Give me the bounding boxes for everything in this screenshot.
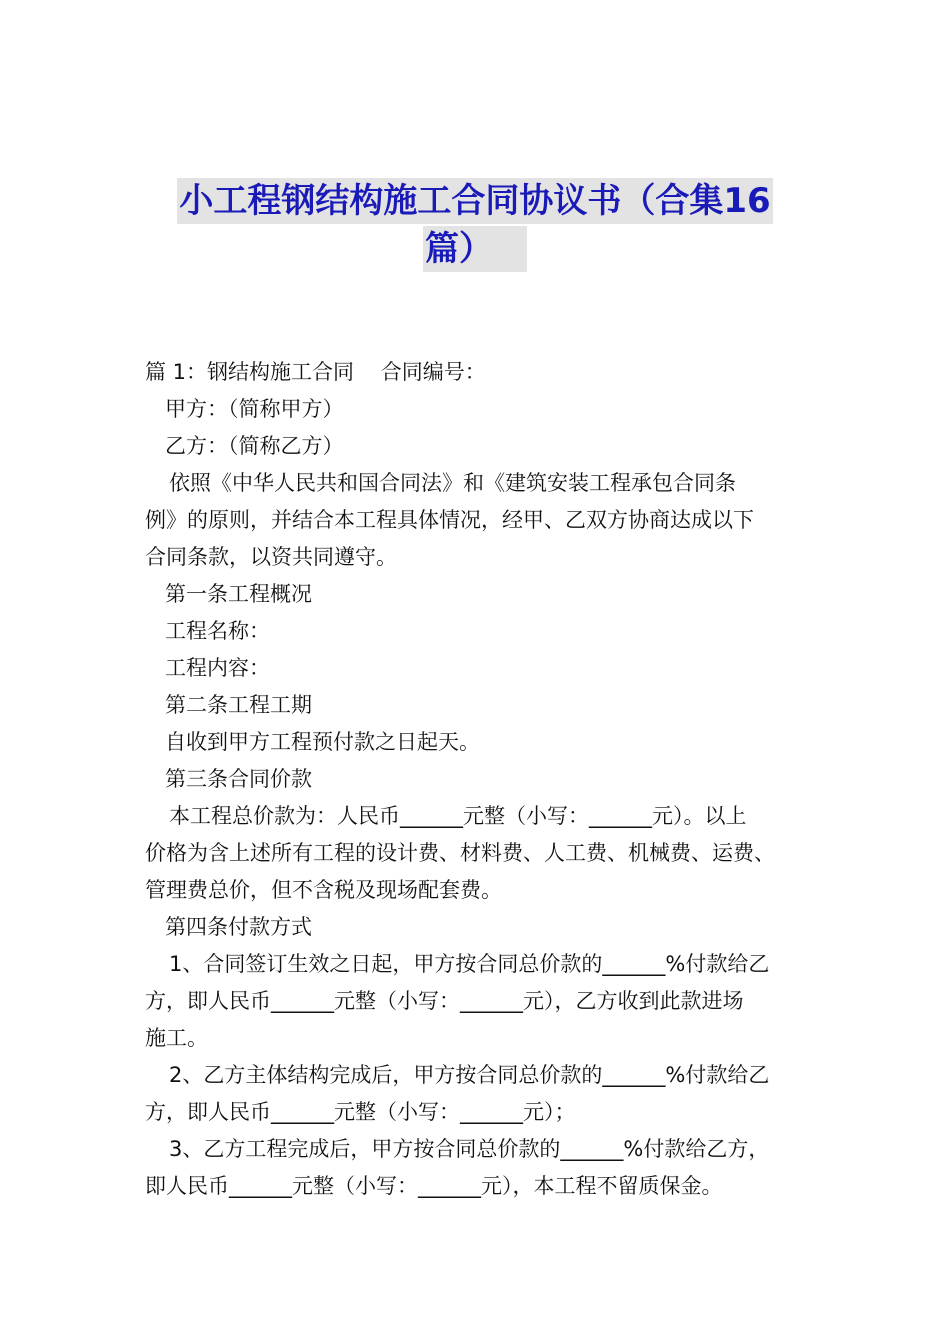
title-block — [145, 178, 805, 272]
paragraph-line: 3、乙方工程完成后，甲方按合同总价款的______%付款给乙方， — [169, 1137, 770, 1161]
article-heading: 第一条工程概况 — [165, 582, 312, 606]
paragraph-line: 方，即人民币______元整（小写：______元），乙方收到此款进场 — [145, 989, 744, 1013]
paragraph-line: 合同条款，以资共同遵守。 — [145, 545, 397, 569]
paragraph-line: 即人民币______元整（小写：______元），本工程不留质保金。 — [145, 1174, 723, 1198]
paragraph-line: 依照《中华人民共和国合同法》和《建筑安装工程承包合同条 — [169, 471, 736, 495]
paragraph-line: 自收到甲方工程预付款之日起天。 — [165, 730, 480, 754]
paragraph-line: 工程内容： — [165, 656, 270, 680]
paragraph-line: 施工。 — [145, 1026, 208, 1050]
article-heading: 第四条付款方式 — [165, 915, 312, 939]
paragraph-line: 方，即人民币______元整（小写：______元）； — [145, 1100, 576, 1124]
document-title-line-2: 篇） — [423, 226, 527, 272]
party-a-line: 甲方：（简称甲方） — [165, 397, 344, 421]
paragraph-line: 2、乙方主体结构完成后，甲方按合同总价款的______%付款给乙 — [169, 1063, 770, 1087]
document-body — [145, 354, 825, 1205]
paragraph-line: 1、合同签订生效之日起，甲方按合同总价款的______%付款给乙 — [169, 952, 770, 976]
paragraph-line: 本工程总价款为：人民币______元整（小写：______元）。以上 — [169, 804, 747, 828]
paragraph-line: 工程名称： — [165, 619, 270, 643]
document-title-line-1: 小工程钢结构施工合同协议书（合集16 — [177, 178, 772, 224]
paragraph-line: 价格为含上述所有工程的设计费、材料费、人工费、机械费、运费、 — [145, 841, 775, 865]
party-b-line: 乙方：（简称乙方） — [165, 434, 344, 458]
paragraph-line: 管理费总价，但不含税及现场配套费。 — [145, 878, 502, 902]
article-heading: 第二条工程工期 — [165, 693, 312, 717]
paragraph-line: 例》的原则，并结合本工程具体情况，经甲、乙双方协商达成以下 — [145, 508, 754, 532]
section-heading: 篇 1：钢结构施工合同 合同编号： — [145, 360, 486, 384]
article-heading: 第三条合同价款 — [165, 767, 312, 791]
